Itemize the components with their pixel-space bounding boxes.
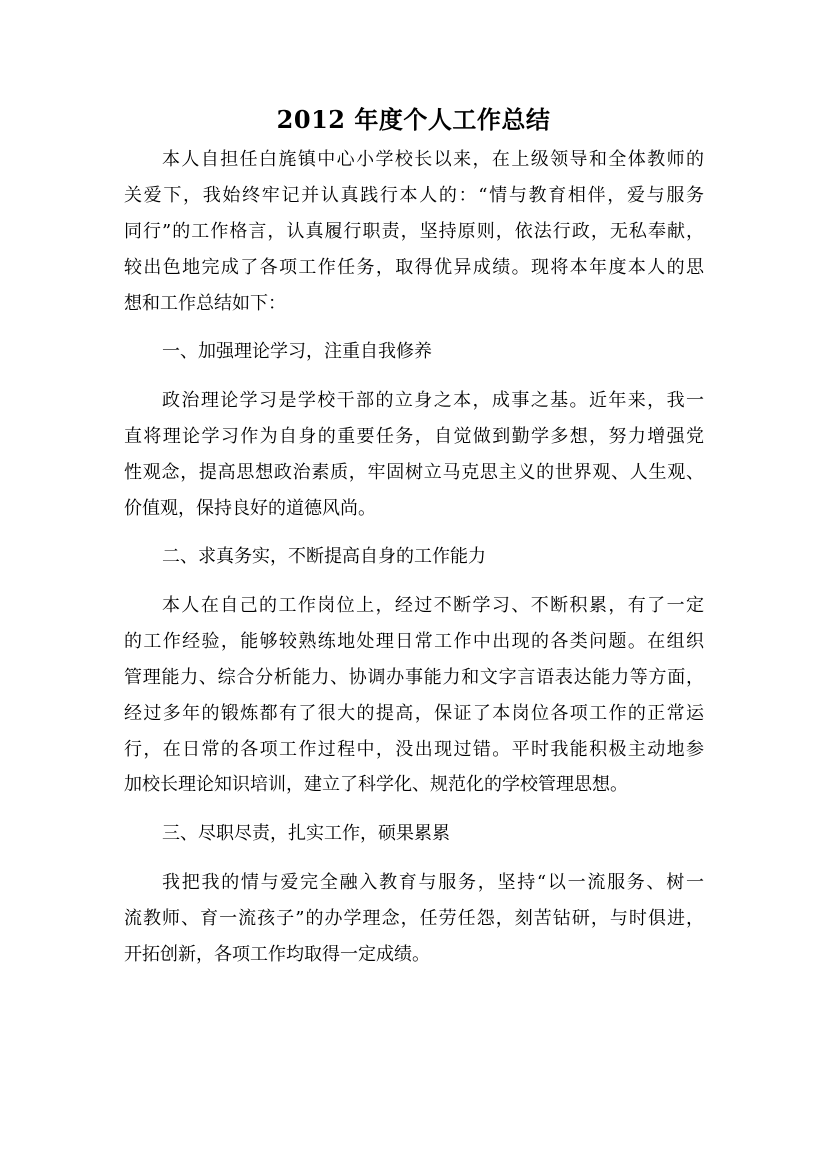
- document-body: [124, 142, 704, 972]
- section-heading-2: 二、求真务实，不断提高自身的工作能力: [162, 546, 486, 568]
- text-line: 政治理论学习是学校干部的立身之本，成事之基。近年来，我一: [162, 389, 704, 411]
- section-heading-3: 三、尽职尽责，扎实工作，硕果累累: [162, 823, 450, 845]
- paragraph-intro: [124, 142, 704, 321]
- text-line: 行，在日常的各项工作过程中，没出现过错。平时我能积极主动地参: [124, 738, 704, 760]
- text-line: 流教师、育一流孩子”的办学理念，任劳任怨，刻苦钻研，与时俱进，: [124, 907, 704, 929]
- text-line: 想和工作总结如下：: [124, 292, 286, 314]
- text-line: 价值观，保持良好的道德风尚。: [124, 497, 376, 519]
- text-line: 管理能力、综合分析能力、协调办事能力和文字言语表达能力等方面，: [124, 666, 704, 688]
- paragraph-section-1: [124, 383, 704, 527]
- text-line: 性观念，提高思想政治素质，牢固树立马克思主义的世界观、人生观、: [124, 461, 704, 483]
- text-line: 本人自担任白旄镇中心小学校长以来，在上级领导和全体教师的: [162, 149, 704, 170]
- text-line: 经过多年的锻炼都有了很大的提高，保证了本岗位各项工作的正常运: [124, 702, 704, 724]
- text-line: 关爱下，我始终牢记并认真践行本人的：“情与教育相伴，爱与服务: [124, 184, 704, 206]
- text-line: 的工作经验，能够较熟练地处理日常工作中出现的各类问题。在组织: [124, 630, 704, 652]
- text-line: 本人在自己的工作岗位上，经过不断学习、不断积累，有了一定: [162, 594, 704, 616]
- section-heading-1: 一、加强理论学习，注重自我修养: [162, 341, 432, 363]
- text-line: 同行”的工作格言，认真履行职责，坚持原则，依法行政，无私奉献，: [124, 220, 704, 242]
- text-line: 较出色地完成了各项工作任务，取得优异成绩。现将本年度本人的思: [124, 256, 704, 278]
- text-line: 我把我的情与爱完全融入教育与服务，坚持“以一流服务、树一: [162, 871, 704, 893]
- paragraph-section-2: [124, 588, 704, 803]
- text-line: 直将理论学习作为自身的重要任务，自觉做到勤学多想，努力增强党: [124, 425, 704, 447]
- paragraph-section-3: [124, 865, 704, 973]
- document-title: 2012 年度个人工作总结: [276, 105, 551, 134]
- text-line: 加校长理论知识培训，建立了科学化、规范化的学校管理思想。: [124, 774, 628, 796]
- text-line: 开拓创新，各项工作均取得一定成绩。: [124, 943, 430, 965]
